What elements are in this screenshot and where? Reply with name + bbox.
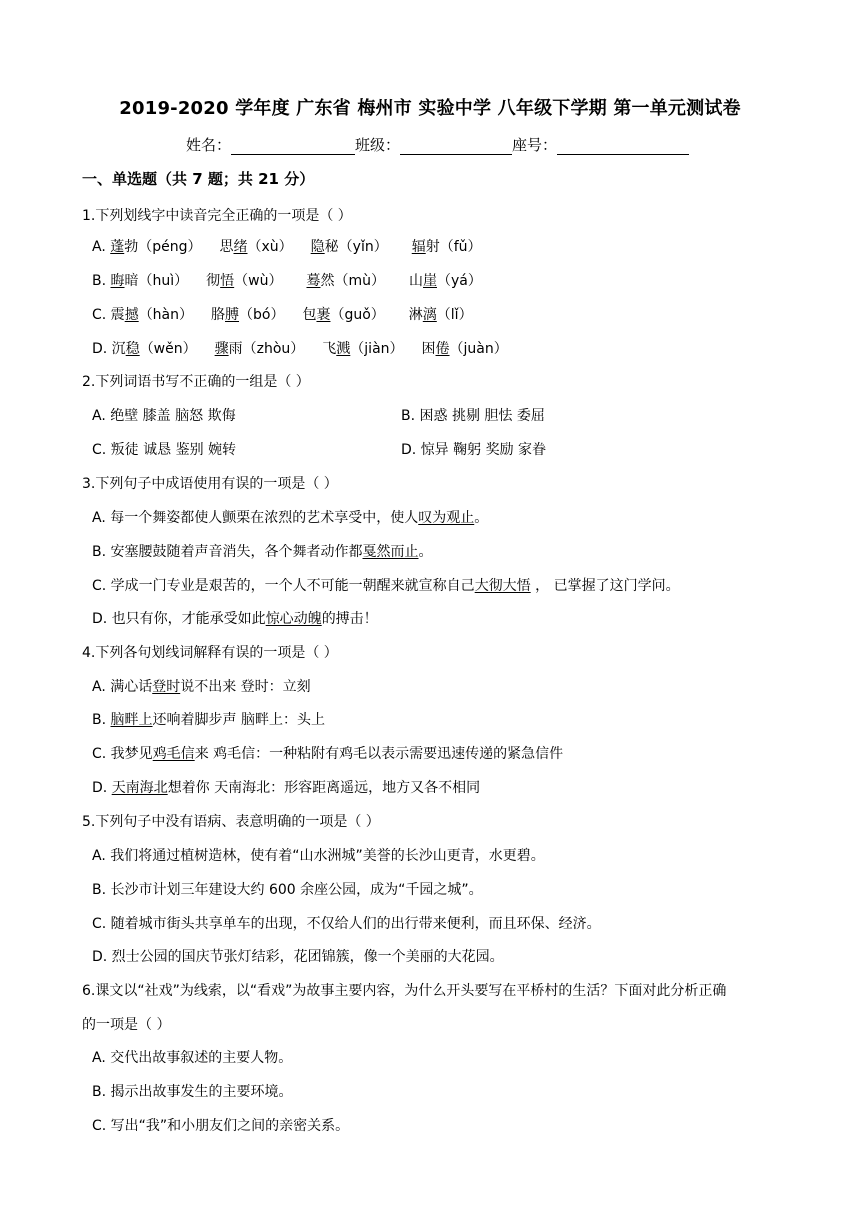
q1-option-c: C. 震撼（hàn） 胳膊（bó） 包裹（guǒ） 淋漓（lǐ） — [92, 307, 473, 323]
q5-option-c: C. 随着城市街头共享单车的出现，不仅给人们的出行带来便利，而且环保、经济。 — [92, 916, 601, 932]
question-3-stem: 3.下列句子中成语使用有误的一项是（ ） — [82, 476, 338, 492]
question-5-stem: 5.下列句子中没有语病、表意明确的一项是（ ） — [82, 814, 380, 830]
q4-option-b: B. 脑畔上还响着脚步声 脑畔上：头上 — [92, 712, 325, 728]
student-info-line — [186, 134, 689, 155]
q5-option-d: D. 烈士公园的国庆节张灯结彩，花团锦簇，像一个美丽的大花园。 — [92, 949, 504, 965]
q2-option-d: D. 惊异 鞠躬 奖励 家眷 — [401, 442, 547, 458]
q5-option-a: A. 我们将通过植树造林，使有着“山水洲城”美誉的长沙山更青，水更碧。 — [92, 848, 545, 864]
q6-option-b: B. 揭示出故事发生的主要环境。 — [92, 1084, 293, 1100]
question-6-stem-line2: 的一项是（ ） — [82, 1017, 171, 1033]
class-label: 班级： — [355, 136, 401, 154]
question-6-stem-line1: 6.课文以“社戏”为线索，以“看戏”为故事主要内容，为什么开头要写在平桥村的生活？下面对此分析正确 — [82, 983, 727, 999]
question-1-stem: 1.下列划线字中读音完全正确的一项是（ ） — [82, 208, 352, 224]
q2-option-a: A. 绝壁 膝盖 脑怒 欺侮 — [92, 408, 236, 424]
q3-option-c: C. 学成一门专业是艰苦的，一个人不可能一朝醒来就宣称自己大彻大悟 ， 已掌握了这门学问。 — [92, 578, 680, 594]
q6-option-a: A. 交代出故事叙述的主要人物。 — [92, 1050, 293, 1066]
name-label: 姓名： — [186, 136, 232, 154]
question-2-stem: 2.下列词语书写不正确的一组是（ ） — [82, 374, 310, 390]
q2-option-c: C. 叛徒 诚恳 鉴别 婉转 — [92, 442, 237, 458]
q3-option-b: B. 安塞腰鼓随着声音消失，各个舞者动作都戛然而止。 — [92, 544, 433, 560]
section-heading: 一、单选题（共 7 题；共 21 分） — [82, 170, 315, 188]
q6-option-c: C. 写出“我”和小朋友们之间的亲密关系。 — [92, 1118, 350, 1134]
name-blank — [231, 140, 355, 155]
exam-title: 2019-2020 学年度 广东省 梅州市 实验中学 八年级下学期 第一单元测试卷 — [119, 98, 741, 119]
class-blank — [400, 140, 512, 155]
q4-option-d: D. 天南海北想着你 天南海北：形容距离遥远，地方又各不相同 — [92, 780, 481, 796]
seat-label: 座号： — [512, 136, 558, 154]
seat-blank — [557, 140, 689, 155]
q4-option-a: A. 满心话登时说不出来 登时：立刻 — [92, 679, 311, 695]
q5-option-b: B. 长沙市计划三年建设大约 600 余座公园，成为“千园之城”。 — [92, 882, 483, 898]
q2-option-b: B. 困惑 挑剔 胆怯 委屈 — [401, 408, 545, 424]
q3-option-a: A. 每一个舞姿都使人颤栗在浓烈的艺术享受中，使人叹为观止。 — [92, 510, 489, 526]
question-4-stem: 4.下列各句划线词解释有误的一项是（ ） — [82, 645, 338, 661]
q1-option-b: B. 晦暗（huì） 彻悟（wù） 蓦然（mù） 山崖（yá） — [92, 273, 482, 289]
q1-option-a: A. 蓬勃（péng） 思绪（xù） 隐秘（yǐn） 辐射（fǔ） — [92, 239, 482, 255]
q3-option-d: D. 也只有你，才能承受如此惊心动魄的搏击！ — [92, 611, 378, 627]
q4-option-c: C. 我梦见鸡毛信来 鸡毛信：一种粘附有鸡毛以表示需要迅速传递的紧急信件 — [92, 746, 564, 762]
q1-option-d: D. 沉稳（wěn） 骤雨（zhòu） 飞溅（jiàn） 困倦（juàn） — [92, 341, 508, 357]
